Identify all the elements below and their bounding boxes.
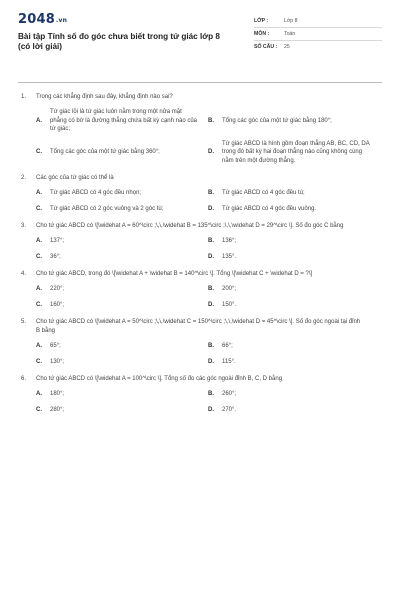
question-6 [18, 375, 382, 414]
option-text: Tứ giác ABCD có 4 góc đều nhọn; [50, 190, 142, 196]
option-text: 65°; [50, 343, 61, 349]
question-3 [18, 222, 382, 261]
meta-value: Lớp 8 [284, 18, 298, 24]
question-text: Cho tứ giác ABCD có \[\widehat A = 60^\circ ;\,\,\widehat B = 135^\circ ;\,\,\widehat D = 29^\circ \]. Số đo góc C bằng [36, 223, 344, 229]
option-letter: A. [36, 117, 42, 124]
option-text: 160°; [50, 301, 65, 308]
option-letter: B. [208, 190, 214, 196]
worksheet-title: Bài tập Tính số đo góc chưa biết trong tứ giác lớp 8 (có lời giải) [18, 32, 220, 51]
question-text: Cho tứ giác ABCD có \[\widehat A = 100^\circ \]. Tổng số đo các góc ngoài đỉnh B, C, D bằng [36, 376, 283, 382]
question-number: 3. [21, 223, 27, 229]
question-text: Trong các khẳng định sau đây, khẳng định nào sai? [36, 94, 173, 100]
option-text: 115°. [222, 358, 236, 365]
question-stem [18, 93, 382, 102]
option-text: 36°; [50, 253, 61, 260]
option-d[interactable] [208, 301, 380, 310]
option-text: Tứ giác lồi là tứ giác luôn nằm trong một nửa mặt phẳng có bờ là đường thẳng chứa bất kỳ cạnh nào của tứ giác; [50, 109, 198, 132]
option-d[interactable] [208, 140, 380, 166]
meta-row-subject [254, 28, 382, 41]
options-grid [36, 189, 382, 213]
question-stem [18, 375, 382, 384]
option-letter: B. [208, 286, 214, 292]
meta-value: 25 [284, 44, 290, 50]
option-letter: B. [208, 238, 214, 244]
question-stem [18, 222, 382, 231]
option-letter: A. [36, 343, 42, 349]
option-letter: D. [208, 358, 214, 365]
option-letter: D. [208, 149, 214, 155]
question-4 [18, 270, 382, 309]
option-d[interactable] [208, 253, 380, 262]
option-d[interactable] [208, 358, 380, 367]
options-grid [36, 237, 382, 261]
question-text: Cho tứ giác ABCD có \[\widehat A = 50^\circ ;\,\,\widehat C = 150^\circ ;\,\,\widehat D = 45^\circ \]. Số đo góc ngoài tại đỉnh B bằng [36, 319, 361, 334]
option-text: 137°; [50, 238, 65, 244]
option-c[interactable] [36, 205, 208, 214]
option-text: Tổng các góc của một tứ giác bằng 180°; [222, 117, 332, 124]
option-text: Tứ giác ABCD có 4 góc đều vuông. [222, 205, 317, 212]
question-number: 4. [21, 271, 27, 277]
option-letter: C. [36, 149, 42, 155]
option-a[interactable] [36, 342, 208, 351]
option-letter: C. [36, 253, 42, 260]
option-text: 180°; [50, 391, 65, 397]
option-b[interactable] [208, 189, 380, 198]
option-text: 280°; [50, 406, 65, 413]
meta-row-count [254, 41, 382, 53]
question-2 [18, 174, 382, 213]
option-text: 66°; [222, 343, 233, 349]
option-letter: C. [36, 406, 42, 413]
meta-key: MÔN : [254, 31, 270, 37]
option-c[interactable] [36, 406, 208, 415]
option-letter: C. [36, 358, 42, 365]
option-b[interactable] [208, 390, 380, 399]
option-c[interactable] [36, 358, 208, 367]
option-d[interactable] [208, 205, 380, 214]
option-letter: A. [36, 286, 42, 292]
option-c[interactable] [36, 301, 208, 310]
logo-suffix: .vn [55, 17, 68, 24]
option-letter: A. [36, 391, 42, 397]
option-letter: B. [208, 343, 214, 349]
option-a[interactable] [36, 285, 208, 294]
option-letter: D. [208, 205, 214, 212]
option-letter: D. [208, 406, 214, 413]
option-text: 150°. [222, 301, 237, 308]
meta-key: LỚP : [254, 18, 269, 24]
question-stem [18, 318, 382, 336]
logo-text: 2048 [18, 12, 55, 27]
option-letter: A. [36, 190, 42, 196]
option-letter: C. [36, 205, 42, 212]
question-stem [18, 174, 382, 183]
worksheet-header [18, 12, 382, 72]
question-number: 2. [21, 175, 27, 181]
option-letter: D. [208, 253, 214, 260]
option-b[interactable] [208, 108, 380, 134]
option-letter: B. [208, 391, 214, 397]
header-divider [18, 82, 382, 83]
option-a[interactable] [36, 108, 208, 134]
option-text: 135°. [222, 253, 237, 260]
option-a[interactable] [36, 189, 208, 198]
options-grid [36, 108, 382, 165]
question-5 [18, 318, 382, 366]
option-text: Tổng các góc của một tứ giác bằng 360°; [50, 149, 160, 155]
option-text: 130°; [50, 358, 65, 365]
options-grid [36, 285, 382, 309]
option-letter: D. [208, 301, 214, 308]
option-a[interactable] [36, 237, 208, 246]
option-text: 136°; [222, 238, 237, 244]
option-text: Tứ giác ABCD có 4 góc đều tù; [222, 190, 305, 196]
option-text: 200°; [222, 286, 237, 292]
option-text: Tứ giác ABCD là hình gồm đoạn thẳng AB, BC, CD, DA trong đó bất kỳ hai đoạn thẳng nào cũng không cùng nằm trên một đường thẳng. [222, 140, 370, 164]
question-1 [18, 93, 382, 165]
question-number: 1. [21, 94, 27, 100]
meta-value: Toán [284, 31, 296, 37]
option-text: 270°. [222, 406, 237, 413]
options-grid [36, 390, 382, 414]
option-c[interactable] [36, 140, 208, 166]
option-b[interactable] [208, 285, 380, 294]
option-d[interactable] [208, 406, 380, 415]
meta-table [254, 15, 382, 53]
option-text: 220°; [50, 286, 65, 292]
question-stem [18, 270, 382, 279]
meta-row-class [254, 15, 382, 28]
question-text: Cho tứ giác ABCD, trong đó \[\widehat A + \widehat B = 140^\circ \]. Tổng \[\widehat C + \widehat D = ?\] [36, 271, 313, 277]
option-b[interactable] [208, 237, 380, 246]
option-c[interactable] [36, 253, 208, 262]
header-left [18, 12, 233, 52]
site-logo[interactable] [18, 12, 233, 27]
option-letter: A. [36, 238, 42, 244]
question-text: Các góc của tứ giác có thể là [36, 175, 114, 181]
option-b[interactable] [208, 342, 380, 351]
question-number: 6. [21, 376, 27, 382]
option-letter: B. [208, 117, 214, 124]
option-text: 260°; [222, 391, 237, 397]
option-letter: C. [36, 301, 42, 308]
option-a[interactable] [36, 390, 208, 399]
option-text: Tứ giác ABCD có 2 góc vuông và 2 góc tù; [50, 205, 164, 212]
meta-key: SỐ CÂU : [254, 44, 278, 50]
options-grid [36, 342, 382, 366]
question-number: 5. [21, 319, 27, 325]
